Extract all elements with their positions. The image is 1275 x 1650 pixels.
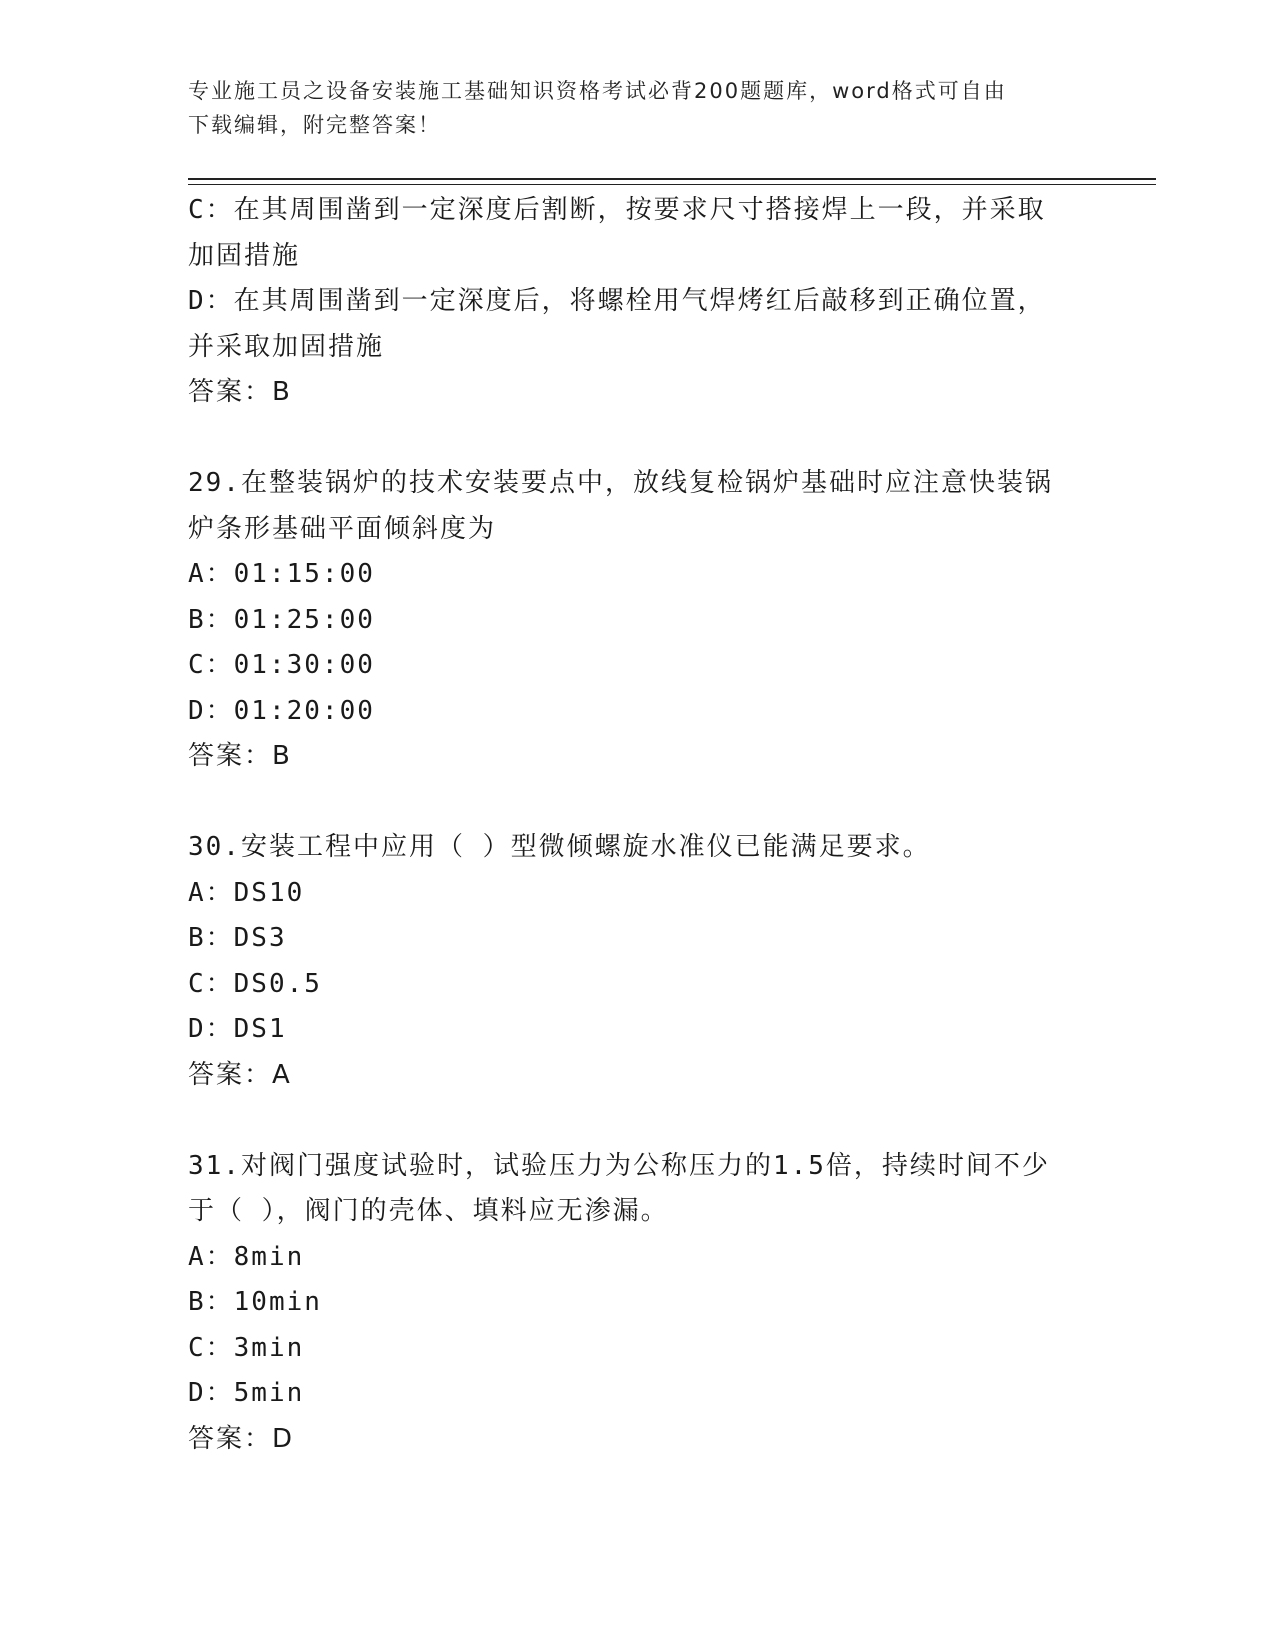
question-stem-line-1: 31.对阀门强度试验时，试验压力为公称压力的1.5倍，持续时间不少 (188, 1150, 1050, 1181)
header-divider-thick (188, 178, 1156, 180)
option-d-line-1: D：在其周围凿到一定深度后，将螺栓用气焊烤红后敲移到正确位置， (188, 286, 1046, 316)
answer: 答案：A (188, 1059, 292, 1090)
option-d-line-2: 并采取加固措施 (188, 331, 385, 362)
option-b: B：01:25:00 (188, 604, 375, 635)
document-header (188, 74, 1088, 142)
header-title-line-2: 下载编辑，附完整答案！ (188, 113, 441, 137)
option-c: C：3min (188, 1332, 305, 1363)
option-b: B：10min (188, 1287, 322, 1317)
option-c: C：01:30:00 (188, 650, 375, 680)
question-stem-line-2: 于（ ），阀门的壳体、填料应无渗漏。 (188, 1196, 669, 1226)
header-title-line-1: 专业施工员之设备安装施工基础知识资格考试必背200题题库，word格式可自由 (188, 79, 1007, 103)
option-a: A：8min (188, 1241, 305, 1272)
option-c: C：DS0.5 (188, 968, 322, 999)
question-30 (188, 825, 1088, 1098)
answer: 答案：B (188, 741, 292, 771)
header-divider-thin (188, 184, 1156, 185)
option-a: A：DS10 (188, 877, 305, 908)
option-d: D：DS1 (188, 1014, 287, 1044)
option-c-line-2: 加固措施 (188, 240, 301, 271)
answer: 答案：B (188, 377, 292, 407)
question-31 (188, 1144, 1088, 1463)
prev-question-tail (188, 188, 1088, 416)
option-d: D：01:20:00 (188, 695, 375, 726)
question-list (188, 188, 1088, 1462)
option-a: A：01:15:00 (188, 559, 375, 589)
option-b: B：DS3 (188, 923, 287, 953)
option-d: D：5min (188, 1378, 305, 1408)
option-c-line-1: C：在其周围凿到一定深度后割断，按要求尺寸搭接焊上一段，并采取 (188, 195, 1046, 225)
question-stem-line-1: 30.安装工程中应用（ ）型微倾螺旋水准仪已能满足要求。 (188, 832, 931, 862)
question-29 (188, 461, 1088, 780)
question-stem-line-2: 炉条形基础平面倾斜度为 (188, 513, 497, 544)
answer: 答案：D (188, 1423, 295, 1454)
question-stem-line-1: 29.在整装锅炉的技术安装要点中，放线复检锅炉基础时应注意快装锅 (188, 468, 1053, 498)
